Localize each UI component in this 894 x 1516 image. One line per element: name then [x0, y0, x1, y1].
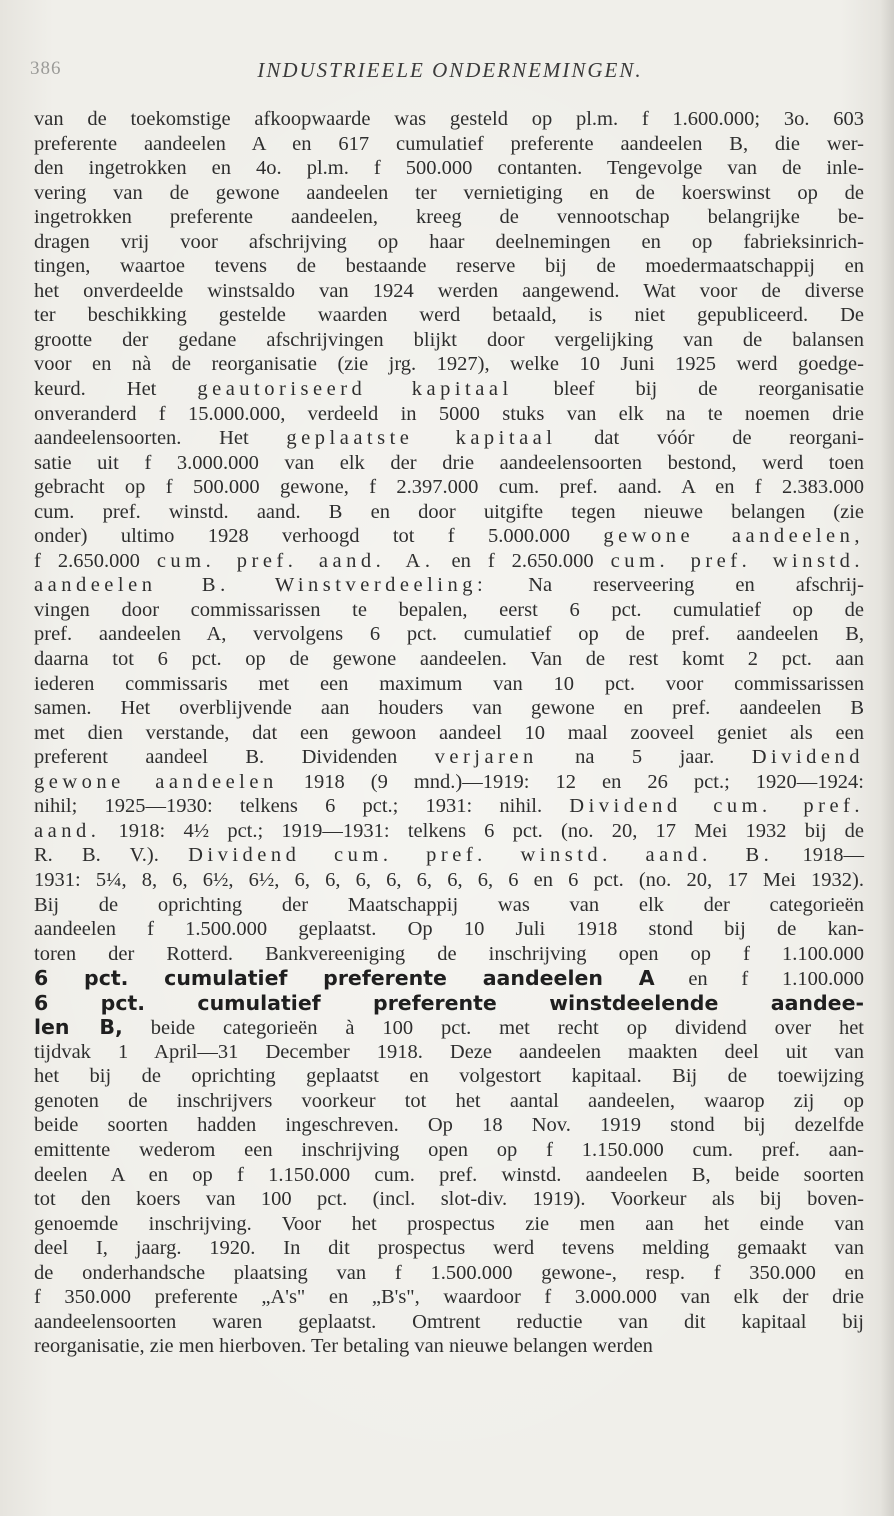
text-segment: deelen A en op f 1.150.000 cum. pref. winstd. aandeelen B, beide soorten	[34, 1163, 864, 1186]
text-segment: het bij de oprichting geplaatst en volgestort kapitaal. Bij de toewijzing	[34, 1065, 864, 1088]
text-segment: 1931: 5¼, 8, 6, 6½, 6½, 6, 6, 6, 6, 6, 6, 6, 6 en 6 pct. (no. 20, 17 Mei 1932).	[34, 868, 864, 891]
text-line	[34, 205, 864, 230]
text-segment: R. B. V.).	[34, 844, 189, 867]
spaced-emphasis: gewone aandeelen,	[603, 525, 864, 548]
text-segment: ter beschikking gestelde waarden werd betaald, is niet gepubliceerd. De	[34, 304, 864, 327]
text-segment: daarna tot 6 pct. op de gewone aandeelen. Van de rest komt 2 pct. aan	[34, 648, 864, 671]
text-segment: cum. pref. winstd. aand. B en door uitgifte tegen nieuwe belangen (zie	[34, 500, 864, 523]
text-segment: 1918 (9 mnd.)—1919: 12 en 26 pct.; 1920—1924:	[277, 770, 864, 793]
text-line	[34, 966, 864, 991]
text-line	[34, 402, 864, 427]
text-segment: bleef bij de reorganisatie	[512, 378, 864, 401]
bold-heading: 6 pct. cumulatief preferente aandeelen A	[34, 966, 655, 991]
text-segment: tingen, waartoe tevens de bestaande reserve bij de moedermaatschappij en	[34, 255, 864, 278]
spaced-emphasis: geautoriseerd kapitaal	[197, 378, 513, 401]
text-line	[34, 1236, 864, 1261]
text-segment: f 350.000 preferente „A's" en „B's", waardoor f 3.000.000 van elk der drie	[34, 1286, 864, 1309]
page-number: 386	[30, 58, 62, 79]
body-text	[34, 107, 864, 1359]
text-line	[34, 1015, 864, 1040]
page-header	[30, 58, 870, 88]
text-segment: Na reserveering en afschrij-	[487, 574, 864, 597]
text-line	[34, 549, 864, 574]
text-line	[34, 794, 864, 819]
text-segment: met dien verstande, dat een gewoon aandeel 10 maal zooveel geniet als een	[34, 721, 864, 744]
spaced-emphasis: Dividend cum. pref. winstd. aand. B.	[188, 844, 774, 867]
text-segment: genoemde inschrijving. Voor het prospectus zie men aan het einde van	[34, 1212, 864, 1235]
spaced-emphasis: Dividend	[751, 746, 864, 769]
text-line	[34, 868, 864, 893]
text-segment: voor en nà de reorganisatie (zie jrg. 1927), welke 10 Juni 1925 werd goedge-	[34, 353, 864, 376]
text-segment: 1918: 4½ pct.; 1919—1931: telkens 6 pct. (no. 20, 17 Mei 1932 bij de	[100, 819, 864, 842]
text-segment: onder) ultimo 1928 verhoogd tot f 5.000.000	[34, 525, 604, 548]
text-line	[34, 991, 864, 1016]
text-segment: preferent aandeel B. Dividenden	[34, 746, 435, 769]
text-segment: aandeelensoorten. Het	[34, 427, 287, 450]
text-line	[34, 942, 864, 967]
text-segment: aandeelen f 1.500.000 geplaatst. Op 10 Juli 1918 stond bij de kan-	[34, 918, 864, 941]
text-segment: emittente wederom een inschrijving open op f 1.150.000 cum. pref. aan-	[34, 1138, 864, 1161]
text-line	[34, 721, 864, 746]
text-line	[34, 107, 864, 132]
text-segment: deel I, jaarg. 1920. In dit prospectus werd tevens melding gemaakt van	[34, 1237, 864, 1260]
text-line	[34, 1261, 864, 1286]
text-line	[34, 451, 864, 476]
text-line	[34, 303, 864, 328]
text-line	[34, 917, 864, 942]
text-line	[34, 770, 864, 795]
spaced-emphasis: Dividend cum. pref.	[569, 795, 864, 818]
text-segment: het onverdeelde winstsaldo van 1924 werden aangewend. Wat voor de diverse	[34, 279, 864, 302]
text-line	[34, 132, 864, 157]
text-segment: ingetrokken preferente aandeelen, kreeg de vennootschap belangrijke be-	[34, 206, 864, 229]
text-segment: beide soorten hadden ingeschreven. Op 18 Nov. 1919 stond bij dezelfde	[34, 1114, 864, 1137]
text-segment: iederen commissaris met een maximum van 10 pct. voor commissarissen	[34, 672, 864, 695]
text-segment: pref. aandeelen A, vervolgens 6 pct. cumulatief op de pref. aandeelen B,	[34, 623, 864, 646]
text-segment: en f 2.650.000	[434, 549, 611, 572]
running-head: INDUSTRIEELE ONDERNEMINGEN.	[257, 58, 643, 82]
bold-heading: len B,	[34, 1015, 123, 1040]
text-line	[34, 1064, 864, 1089]
text-segment: onveranderd f 15.000.000, verdeeld in 5000 stuks van elk na te noemen drie	[34, 402, 864, 425]
text-segment: samen. Het overblijvende aan houders van gewone en pref. aandeelen B	[34, 697, 864, 720]
text-segment: en f 1.100.000	[654, 968, 864, 991]
text-segment: keurd. Het	[34, 378, 198, 401]
text-segment: gebracht op f 500.000 gewone, f 2.397.000 cum. pref. aand. A en f 2.383.000	[34, 476, 864, 499]
text-line	[34, 1113, 864, 1138]
text-segment: den ingetrokken en 4o. pl.m. f 500.000 contanten. Tengevolge van de inle-	[34, 157, 864, 180]
text-line	[34, 500, 864, 525]
text-line	[34, 1310, 864, 1335]
bold-heading: 6 pct. cumulatief preferente winstdeelende aandee-	[34, 990, 864, 1015]
text-segment: genoten de inschrijvers voorkeur tot het aantal aandeelen, waarop zij op	[34, 1089, 864, 1112]
spaced-emphasis: geplaatste kapitaal	[286, 427, 557, 450]
spaced-emphasis: cum. pref. aand. A.	[156, 549, 435, 572]
text-segment: beide categorieën à 100 pct. met recht op dividend over het	[122, 1017, 865, 1040]
text-line	[34, 598, 864, 623]
text-segment: Bij de oprichting der Maatschappij was van elk der categorieën	[34, 893, 864, 916]
page-spine-shadow	[880, 0, 894, 1516]
text-line	[34, 696, 864, 721]
text-segment: toren der Rotterd. Bankvereeniging de inschrijving open op f 1.100.000	[34, 942, 864, 965]
text-segment: 1918—	[773, 844, 865, 867]
text-line	[34, 1334, 864, 1359]
text-line	[34, 254, 864, 279]
text-segment: grootte der gedane afschrijvingen blijkt door vergelijking van de balansen	[34, 328, 864, 351]
text-line	[34, 426, 864, 451]
text-line	[34, 1089, 864, 1114]
text-line	[34, 279, 864, 304]
text-segment: vering van de gewone aandeelen ter vernietiging en de koerswinst op de	[34, 181, 864, 204]
text-segment: aandeelensoorten waren geplaatst. Omtrent reductie van dit kapitaal bij	[34, 1310, 864, 1333]
text-line	[34, 1040, 864, 1065]
text-segment: satie uit f 3.000.000 van elk der drie aandeelensoorten bestond, werd toen	[34, 451, 864, 474]
text-line	[34, 1163, 864, 1188]
text-line	[34, 1187, 864, 1212]
text-line	[34, 524, 864, 549]
text-segment: dat vóór de reorgani-	[556, 427, 864, 450]
text-line	[34, 230, 864, 255]
text-line	[34, 328, 864, 353]
text-line	[34, 672, 864, 697]
text-line	[34, 893, 864, 918]
text-segment: nihil; 1925—1930: telkens 6 pct.; 1931: nihil.	[34, 795, 570, 818]
text-line	[34, 1285, 864, 1310]
text-line	[34, 1138, 864, 1163]
spaced-emphasis: cum. pref. winstd.	[610, 549, 864, 572]
text-line	[34, 181, 864, 206]
text-line	[34, 156, 864, 181]
text-segment: preferente aandeelen A en 617 cumulatief preferente aandeelen B, die wer-	[34, 132, 864, 155]
text-line	[34, 475, 864, 500]
text-segment: de onderhandsche plaatsing van f 1.500.000 gewone-, resp. f 350.000 en	[34, 1261, 864, 1284]
text-segment: na 5 jaar.	[537, 746, 752, 769]
text-line	[34, 352, 864, 377]
text-segment: reorganisatie, zie men hierboven. Ter betaling van nieuwe belangen werden	[34, 1335, 653, 1358]
text-line	[34, 573, 864, 598]
text-segment: tot den koers van 100 pct. (incl. slot-div. 1919). Voorkeur als bij boven-	[34, 1188, 864, 1211]
spaced-emphasis: verjaren	[434, 746, 538, 769]
text-line	[34, 647, 864, 672]
spaced-emphasis: aandeelen B. Winstverdeeling:	[34, 574, 488, 597]
text-segment: dragen vrij voor afschrijving op haar deelnemingen en op fabrieksinrich-	[34, 230, 864, 253]
text-line	[34, 1212, 864, 1237]
text-segment: van de toekomstige afkoopwaarde was gesteld op pl.m. f 1.600.000; 3o. 603	[34, 108, 864, 130]
text-line	[34, 745, 864, 770]
text-segment: tijdvak 1 April—31 December 1918. Deze aandeelen maakten deel uit van	[34, 1040, 864, 1063]
text-line	[34, 377, 864, 402]
text-segment: vingen door commissarissen te bepalen, eerst 6 pct. cumulatief op de	[34, 598, 864, 621]
text-line	[34, 622, 864, 647]
text-line	[34, 819, 864, 844]
text-segment: f 2.650.000	[34, 549, 157, 572]
text-line	[34, 843, 864, 868]
spaced-emphasis: aand.	[34, 819, 101, 842]
spaced-emphasis: gewone aandeelen	[34, 770, 278, 793]
